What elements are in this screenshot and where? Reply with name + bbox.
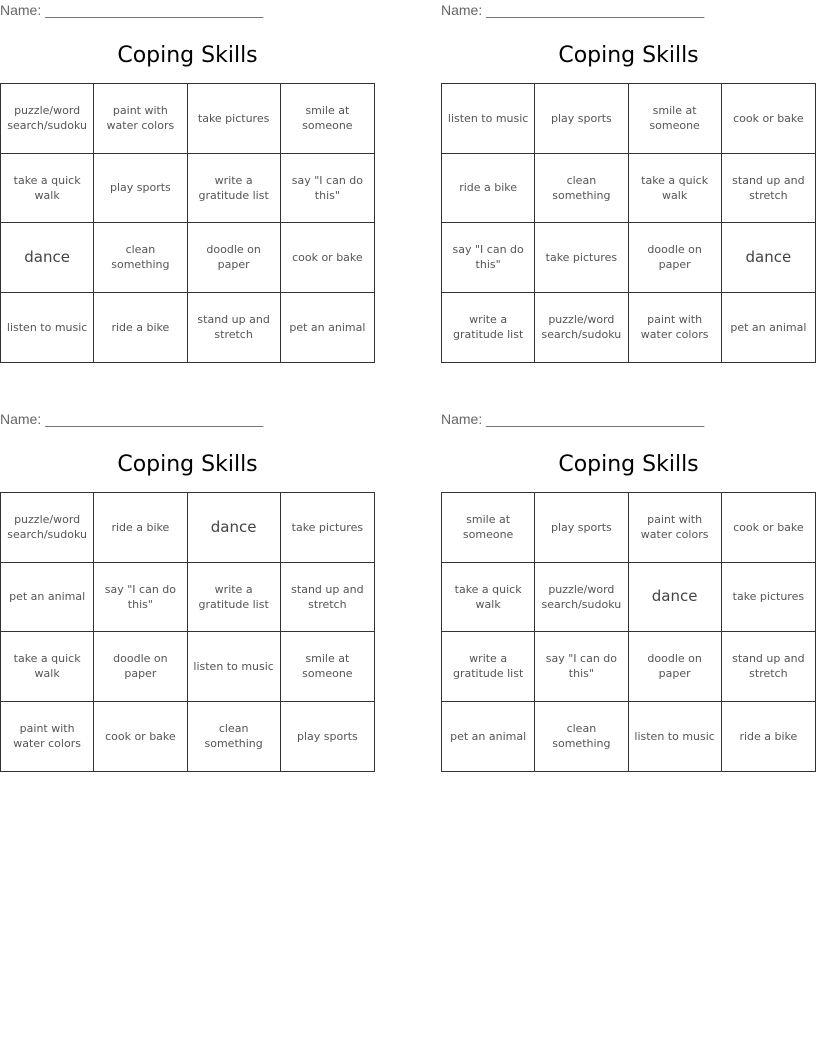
name-field-label: Name: ____________________________: [0, 411, 264, 427]
grid-cell: pet an animal: [730, 320, 807, 334]
name-field-label: Name: ____________________________: [441, 2, 705, 18]
grid-cell: paint with water colors: [94, 84, 187, 154]
grid-cell: take a quick walk: [629, 154, 722, 224]
name-field-label: Name: ____________________________: [441, 411, 705, 427]
grid-cell: stand up and stretch: [722, 632, 815, 702]
grid-cell: play sports: [535, 84, 628, 154]
grid-cell: dance: [629, 563, 722, 633]
grid-cell: smile at someone: [281, 84, 374, 154]
bingo-grid: [441, 492, 816, 772]
grid-cell: play sports: [296, 729, 358, 743]
grid-cell: doodle on paper: [94, 632, 187, 702]
grid-cell: dance: [722, 223, 815, 293]
card-title: Coping Skills: [117, 452, 258, 477]
grid-cell: stand up and stretch: [188, 293, 281, 363]
grid-cell: smile at someone: [442, 493, 535, 563]
grid-cell: take a quick walk: [442, 563, 535, 633]
grid-cell: puzzle/word search/sudoku: [535, 563, 628, 633]
grid-cell: smile at someone: [281, 632, 374, 702]
grid-cell: paint with water colors: [1, 702, 94, 772]
grid-cell: take pictures: [535, 223, 628, 293]
grid-cell: puzzle/word search/sudoku: [1, 493, 94, 563]
grid-cell: take a quick walk: [1, 632, 94, 702]
grid-cell: take pictures: [281, 493, 374, 563]
grid-cell: say "I can do this": [94, 563, 187, 633]
grid-cell: doodle on paper: [188, 223, 281, 293]
card-title: Coping Skills: [558, 452, 699, 477]
grid-cell: pet an animal: [442, 702, 535, 772]
grid-cell: clean something: [188, 702, 281, 772]
grid-cell: smile at someone: [629, 84, 722, 154]
grid-cell: stand up and stretch: [281, 563, 374, 633]
grid-cell: cook or bake: [722, 493, 815, 563]
grid-cell: listen to music: [442, 84, 535, 154]
card-title: Coping Skills: [558, 43, 699, 68]
grid-cell: stand up and stretch: [722, 154, 815, 224]
grid-cell: say "I can do this": [535, 632, 628, 702]
grid-cell: cook or bake: [281, 223, 374, 293]
grid-cell: pet an animal: [289, 320, 366, 334]
bingo-grid: [0, 492, 375, 772]
grid-cell: clean something: [94, 223, 187, 293]
grid-cell: cook or bake: [94, 702, 187, 772]
grid-cell: write a gratitude list: [442, 293, 535, 363]
grid-cell: doodle on paper: [629, 632, 722, 702]
bingo-grid: [441, 83, 816, 363]
grid-cell: listen to music: [188, 632, 281, 702]
bingo-grid: [0, 83, 375, 363]
grid-cell: paint with water colors: [629, 493, 722, 563]
grid-cell: puzzle/word search/sudoku: [1, 84, 94, 154]
grid-cell: listen to music: [629, 702, 722, 772]
grid-cell: dance: [188, 493, 281, 563]
grid-cell: paint with water colors: [629, 293, 722, 363]
grid-cell: play sports: [94, 154, 187, 224]
grid-cell: say "I can do this": [442, 223, 535, 293]
grid-cell: cook or bake: [722, 84, 815, 154]
grid-cell: take pictures: [722, 563, 815, 633]
grid-cell: ride a bike: [739, 729, 798, 743]
grid-cell: write a gratitude list: [442, 632, 535, 702]
card-title: Coping Skills: [117, 43, 258, 68]
grid-cell: ride a bike: [94, 293, 187, 363]
grid-cell: puzzle/word search/sudoku: [535, 293, 628, 363]
grid-cell: doodle on paper: [629, 223, 722, 293]
grid-cell: play sports: [535, 493, 628, 563]
grid-cell: take pictures: [188, 84, 281, 154]
grid-cell: ride a bike: [94, 493, 187, 563]
name-field-label: Name: ____________________________: [0, 2, 264, 18]
grid-cell: listen to music: [1, 293, 94, 363]
grid-cell: ride a bike: [442, 154, 535, 224]
grid-cell: pet an animal: [1, 563, 94, 633]
grid-cell: take a quick walk: [1, 154, 94, 224]
grid-cell: clean something: [535, 154, 628, 224]
grid-cell: clean something: [535, 702, 628, 772]
grid-cell: dance: [1, 223, 94, 293]
grid-cell: write a gratitude list: [188, 154, 281, 224]
grid-cell: say "I can do this": [281, 154, 374, 224]
grid-cell: write a gratitude list: [188, 563, 281, 633]
